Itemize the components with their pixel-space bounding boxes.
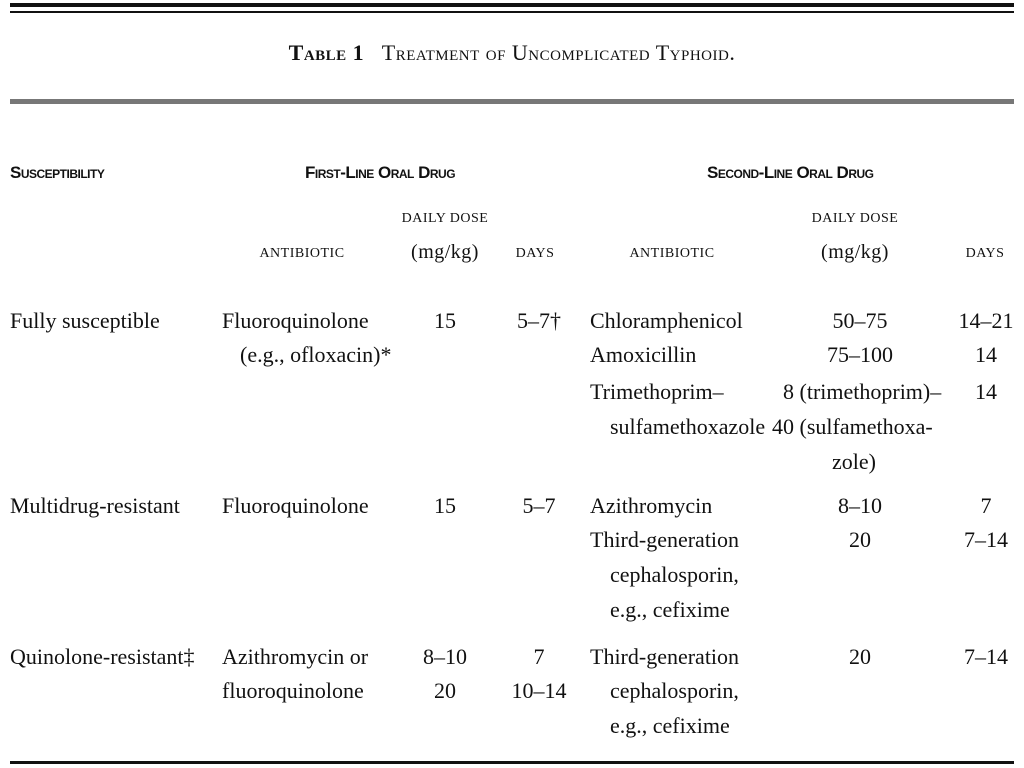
row-1-second-days-3: 14 [975, 379, 997, 404]
row-3-second-antibiotic-1: Third-generation [590, 644, 740, 669]
top-rule-thin [10, 11, 1014, 13]
row-3-first-antibiotic-2: fluoroquinolone [222, 678, 364, 703]
row-1-second-dose-5: zole) [832, 449, 876, 474]
row-3-first-dose-2: 20 [434, 678, 456, 703]
row-2-first-antibiotic: Fluoroquinolone [222, 493, 369, 518]
header-mgkg-2: (mg/kg) [821, 241, 889, 263]
row-1-second-dose-4: 40 (sulfamethoxa- [772, 414, 933, 439]
row-1-second-antibiotic-2: Amoxicillin [590, 342, 697, 367]
header-rule [10, 99, 1014, 104]
header-antibiotic-1: ANTIBIOTIC [259, 246, 345, 261]
row-2-second-days-2: 7–14 [964, 527, 1008, 552]
header-days-1: DAYS [515, 246, 555, 261]
row-2-second-days-1: 7 [980, 493, 992, 518]
row-1-second-dose-3: 8 (trimethoprim)– [783, 379, 942, 404]
table-label: Table 1 [288, 40, 365, 65]
row-1-second-antibiotic-1: Chloramphenicol [590, 308, 743, 333]
row-2-susceptibility: Multidrug-resistant [10, 493, 180, 518]
header-antibiotic-2: ANTIBIOTIC [629, 246, 715, 261]
row-1-first-antibiotic-line1: Fluoroquinolone [222, 308, 369, 333]
header-second-line: Second-Line Oral Drug [707, 163, 874, 182]
row-1-first-days: 5–7† [517, 308, 561, 333]
header-mgkg-1: (mg/kg) [411, 241, 479, 263]
row-3-second-dose: 20 [849, 644, 871, 669]
header-susceptibility: Susceptibility [10, 163, 105, 182]
bottom-rule [10, 761, 1014, 764]
row-1-second-dose-2: 75–100 [827, 342, 893, 367]
row-1-second-antibiotic-3: Trimethoprim– [590, 379, 724, 404]
row-3-second-antibiotic-3: e.g., cefixime [610, 713, 730, 738]
top-rule [10, 3, 1014, 7]
row-2-second-antibiotic-2: Third-generation [590, 527, 740, 552]
header-days-2: DAYS [965, 246, 1005, 261]
header-daily-dose-2: DAILY DOSE [811, 211, 899, 226]
row-3-first-days-2: 10–14 [511, 678, 567, 703]
header-first-line: First-Line Oral Drug [305, 163, 456, 182]
row-2-second-antibiotic-4: e.g., cefixime [610, 597, 730, 622]
row-3-first-dose-1: 8–10 [423, 644, 467, 669]
row-1-second-days-1: 14–21 [958, 308, 1014, 333]
row-2-second-dose-1: 8–10 [838, 493, 882, 518]
table-title: Treatment of Uncomplicated Typhoid. [381, 40, 736, 65]
row-1-susceptibility: Fully susceptible [10, 308, 160, 333]
row-2-second-antibiotic-3: cephalosporin, [610, 562, 739, 587]
row-1-second-days-2: 14 [975, 342, 997, 367]
row-1-first-dose: 15 [434, 308, 456, 333]
row-1-second-dose-1: 50–75 [832, 308, 888, 333]
row-2-first-dose: 15 [434, 493, 456, 518]
row-3-second-days: 7–14 [964, 644, 1008, 669]
row-2-first-days: 5–7 [522, 493, 556, 518]
row-2-second-antibiotic-1: Azithromycin [590, 493, 713, 518]
table-caption [0, 40, 1024, 66]
header-daily-dose-1: DAILY DOSE [401, 211, 489, 226]
row-3-first-days-1: 7 [533, 644, 545, 669]
row-1-second-antibiotic-4: sulfamethoxazole [610, 414, 766, 439]
row-3-second-antibiotic-2: cephalosporin, [610, 678, 739, 703]
row-2-second-dose-2: 20 [849, 527, 871, 552]
row-3-first-antibiotic-1: Azithromycin or [222, 644, 369, 669]
row-3-susceptibility: Quinolone-resistant‡ [10, 644, 195, 669]
row-1-first-antibiotic-line2: (e.g., ofloxacin)* [240, 342, 392, 367]
